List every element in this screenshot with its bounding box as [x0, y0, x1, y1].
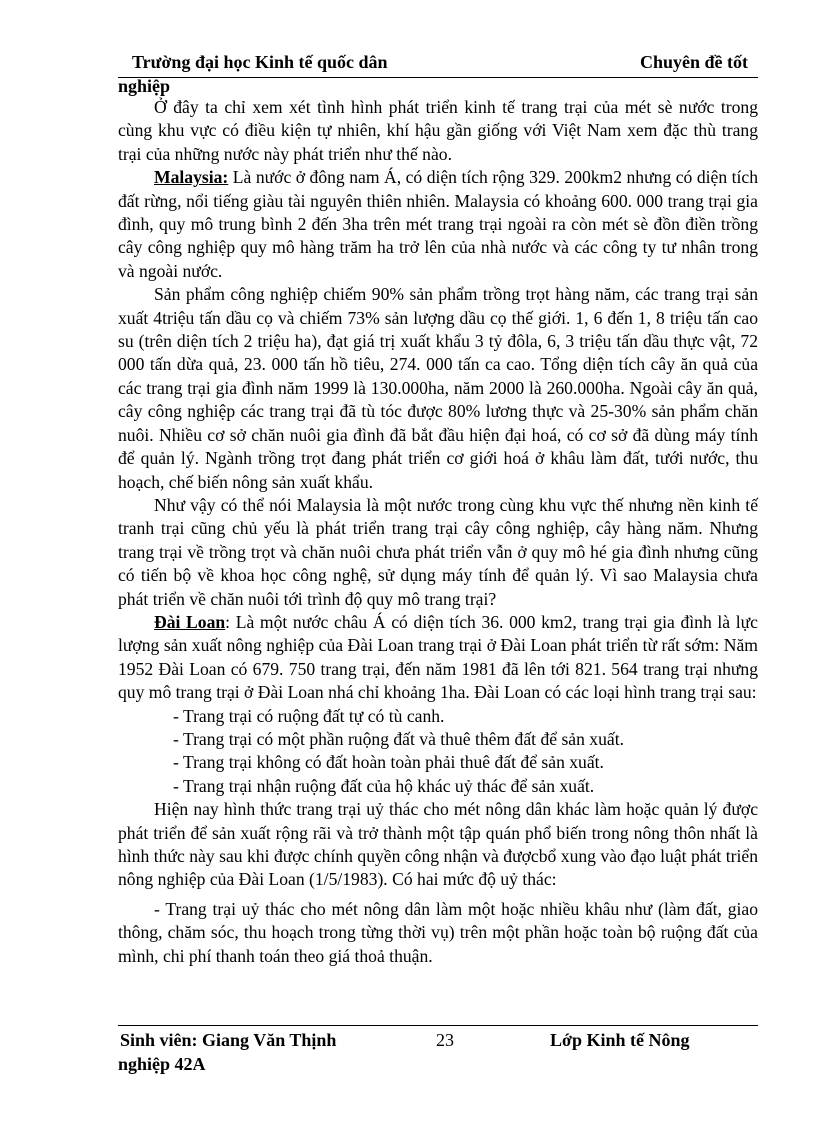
- footer-student: Sinh viên: Giang Văn Thịnh: [120, 1030, 337, 1050]
- paragraph-malaysia: [118, 166, 758, 283]
- page-header: [118, 52, 758, 96]
- header-doc-type-continued: nghiệp: [118, 76, 171, 96]
- document-body: [118, 96, 758, 968]
- malaysia-heading: Malaysia:: [154, 167, 229, 188]
- taiwan-text: : Là một nước châu Á có diện tích 36. 000 km2, trang trại gia đình là lực lượng sản xuất nông nghiệp của Đài Loan trang trại ở Đài Loan phát triển từ rất sớm: Năm 1952 Đài Loan có 679. 750 trang trại, đến năm 1981 đã lên tới 821. 564 trang trại nhưng quy mô trang trại ở Đài Loan nhá chỉ khoảng 1ha. Đài Loan có các loại hình trang trại sau:: [118, 611, 758, 703]
- list-item: - Trang trại có ruộng đất tự có tù canh.: [173, 705, 445, 726]
- paragraph-entrustment: Hiện nay hình thức trang trại uỷ thác cho mét nông dân khác làm hoặc quản lý được phát triển để sản xuất rộng rãi và trở thành một tập quán phổ biến trong nông thôn nhất là hình thức này sau khi được chính quyền công nhận và đượcbổ xung vào đạo luật phát triển nông nghiệp của Đài Loan (1/5/1983). Có hai mức độ uỷ thác:: [118, 799, 758, 890]
- list-item: - Trang trại nhận ruộng đất của hộ khác uỷ thác để sản xuất.: [173, 775, 595, 796]
- paragraph-intro: Ở đây ta chỉ xem xét tình hình phát triển kinh tế trang trại của mét sè nước trong cùng khu vực có điều kiện tự nhiên, khí hậu gần giống với Việt Nam xem đặc thù trang trại của những nước này phát triển như thế nào.: [118, 97, 758, 164]
- list-item: - Trang trại có một phần ruộng đất và thuê thêm đất để sản xuất.: [173, 728, 624, 749]
- header-divider: [118, 77, 758, 78]
- page-footer: [118, 1030, 758, 1078]
- paragraph-malaysia-summary: Như vậy có thể nói Malaysia là một nước trong cùng khu vực thế nhưng nền kinh tế tranh trại cũng chủ yếu là phát triển trang trại cây công nghiệp, cây hàng năm. Nhưng trang trại về trồng trọt và chăn nuôi chưa phát triển vẫn ở quy mô hé gia đình nhưng cũng có tiến bộ về khoa học công nghệ, sử dụng máy tính để quản lý. Vì sao Malaysia chưa phát triển về chăn nuôi tới trình độ quy mô trang trại?: [118, 494, 758, 609]
- header-school: Trường đại học Kinh tế quốc dân: [132, 52, 388, 72]
- page-number: 23: [436, 1030, 454, 1050]
- footer-class: Lớp Kinh tế Nông: [550, 1030, 690, 1050]
- list-item: - Trang trại không có đất hoàn toàn phải thuê đất để sản xuất.: [173, 752, 604, 773]
- paragraph-entrustment-type: - Trang trại uỷ thác cho mét nông dân làm một hoặc nhiều khâu như (làm đất, giao thông, chăm sóc, thu hoạch trong từng thời vụ) trên một phần hoặc toàn bộ ruộng đất của mình, chi phí thanh toán theo giá thoả thuận.: [118, 898, 758, 966]
- malaysia-text: Là nước ở đông nam Á, có diện tích rộng 329. 200km2 nhưng có diện tích đất rừng, nổi tiếng giàu tài nguyên thiên nhiên. Malaysia có khoảng 600. 000 trang trại gia đình, quy mô trung bình 2 đến 3ha trên mét trang trại ngoài ra còn mét sè đồn điền trồng cây công nghiệp quy mô hàng trăm ha trở lên của nhà nước và các công ty tư nhân trong và ngoài nước.: [118, 167, 758, 281]
- paragraph-malaysia-products: Sản phẩm công nghiệp chiếm 90% sản phẩm trồng trọt hàng năm, các trang trại sản xuất 4triệu tấn dầu cọ và chiếm 73% sản lượng dầu cọ thế giới. 1, 6 đến 1, 8 triệu tấn cao su (trên diện tích 2 triệu ha), đạt giá trị xuất khẩu 3 tỷ đôla, 6, 3 triệu tấn dầu thực vật, 72 000 tấn dừa quả, 23. 000 tấn hồ tiêu, 274. 000 tấn ca cao. Tổng diện tích cây ăn quả của các trang trại gia đình năm 1999 là 130.000ha, năm 2000 là 260.000ha. Ngoài cây ăn quả, cây công nghiệp các trang trại đã tù tóc được 80% lương thực và 25-30% sản phẩm chăn nuôi. Nhiều cơ sở chăn nuôi gia đình đã bắt đầu hiện đại hoá, có cơ sở đã dùng máy tính để quản lý. Ngành trồng trọt đang phát triển cơ giới hoá ở khâu làm đất, tưới nước, thu hoạch, chế biến nông sản xuất khẩu.: [118, 284, 758, 492]
- taiwan-heading: Đài Loan: [154, 611, 226, 632]
- paragraph-taiwan: [118, 611, 758, 705]
- footer-class-continued: nghiệp 42A: [118, 1054, 206, 1074]
- footer-divider: [118, 1025, 758, 1026]
- header-doc-type: Chuyên đề tốt: [639, 52, 748, 72]
